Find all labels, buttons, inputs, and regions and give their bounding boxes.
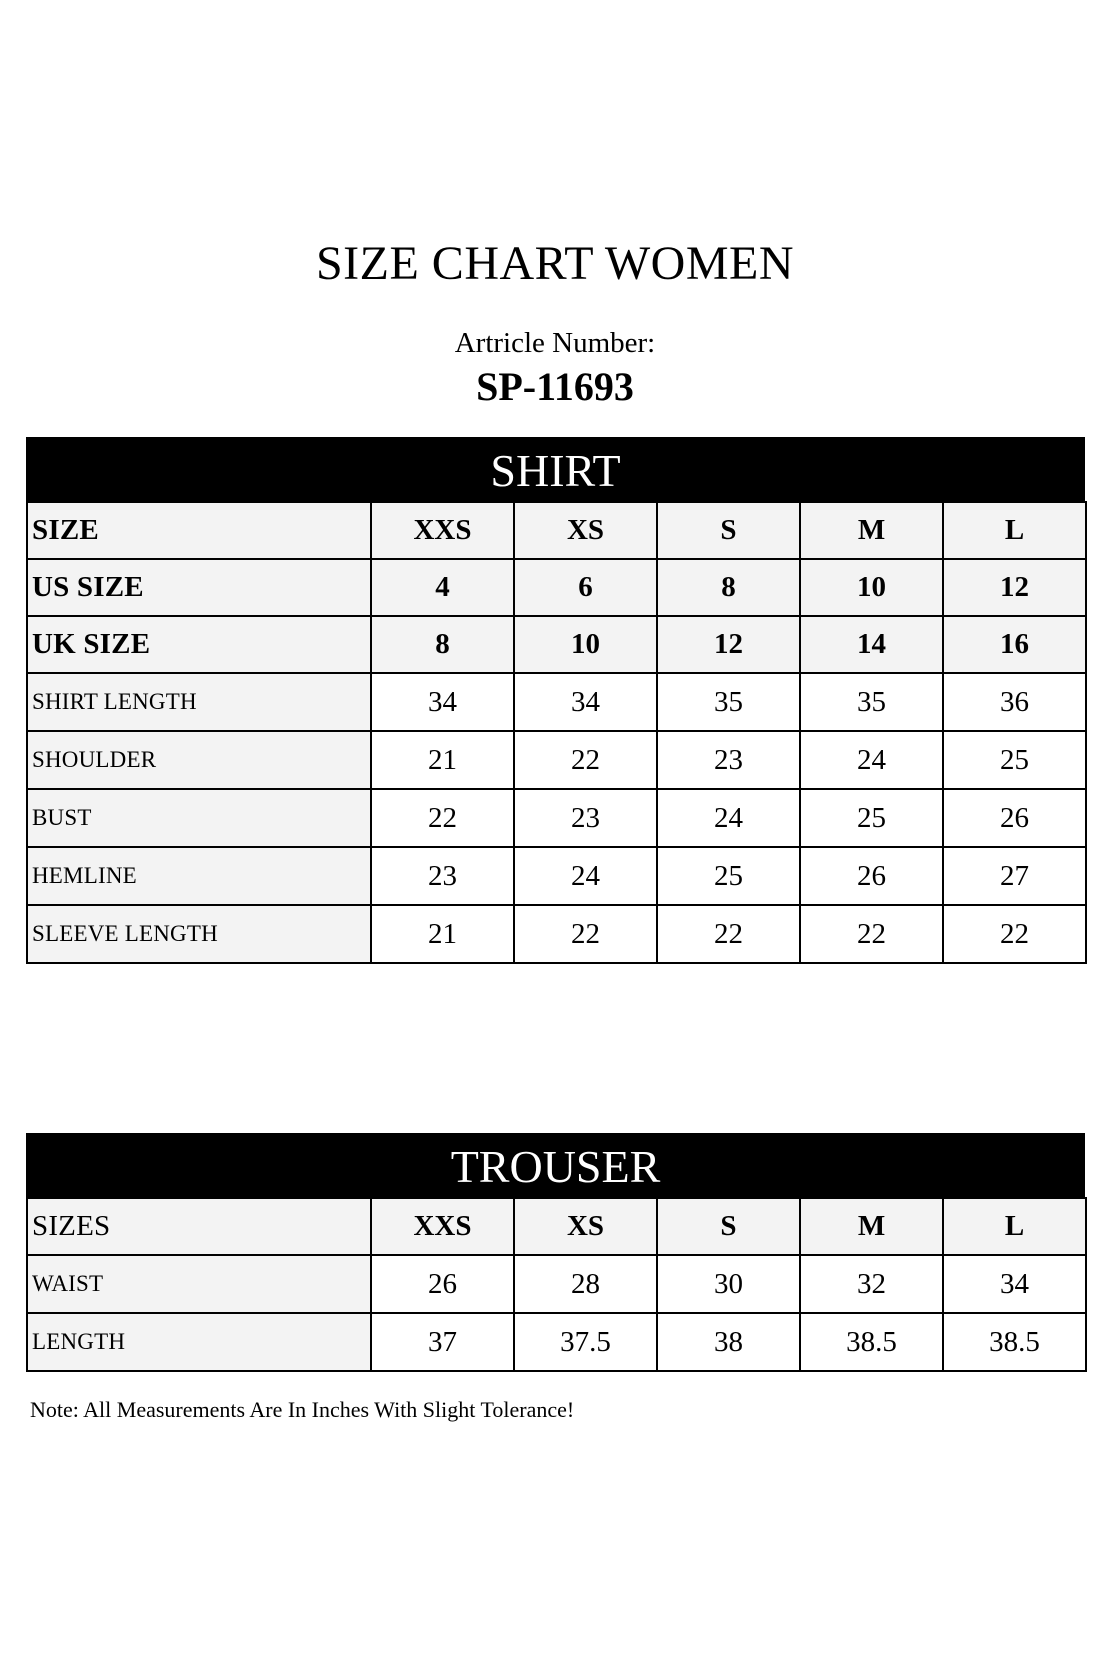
size-cell: 8	[371, 616, 514, 673]
size-cell: S	[657, 1198, 800, 1255]
shirt-size-row	[27, 502, 1086, 559]
trouser-size-chart	[26, 1133, 1085, 1372]
size-cell: M	[800, 1198, 943, 1255]
size-cell: S	[657, 502, 800, 559]
trouser-length-row	[27, 1313, 1086, 1371]
value-cell: 25	[657, 847, 800, 905]
value-cell: 34	[943, 1255, 1086, 1313]
row-label: US SIZE	[27, 559, 371, 616]
size-cell: XXS	[371, 502, 514, 559]
value-cell: 38.5	[800, 1313, 943, 1371]
row-label: BUST	[27, 789, 371, 847]
size-cell: 4	[371, 559, 514, 616]
value-cell: 25	[800, 789, 943, 847]
value-cell: 26	[371, 1255, 514, 1313]
value-cell: 21	[371, 905, 514, 963]
trouser-chart-header: TROUSER	[26, 1133, 1085, 1197]
size-cell: XXS	[371, 1198, 514, 1255]
value-cell: 25	[943, 731, 1086, 789]
shoulder-row	[27, 731, 1086, 789]
trouser-size-row	[27, 1198, 1086, 1255]
row-label: UK SIZE	[27, 616, 371, 673]
value-cell: 22	[371, 789, 514, 847]
waist-row	[27, 1255, 1086, 1313]
size-cell: 12	[657, 616, 800, 673]
size-cell: 12	[943, 559, 1086, 616]
shirt-table	[26, 501, 1087, 964]
hemline-row	[27, 847, 1086, 905]
value-cell: 38.5	[943, 1313, 1086, 1371]
value-cell: 37.5	[514, 1313, 657, 1371]
page-title: SIZE CHART WOMEN	[315, 237, 794, 290]
shirt-uk-size-row	[27, 616, 1086, 673]
size-cell: 16	[943, 616, 1086, 673]
row-label: LENGTH	[27, 1313, 371, 1371]
value-cell: 35	[800, 673, 943, 731]
shirt-us-size-row	[27, 559, 1086, 616]
article-number-value: SP-11693	[476, 364, 634, 409]
size-cell: L	[943, 1198, 1086, 1255]
value-cell: 22	[943, 905, 1086, 963]
value-cell: 32	[800, 1255, 943, 1313]
row-label: SHOULDER	[27, 731, 371, 789]
value-cell: 23	[657, 731, 800, 789]
size-cell: 10	[514, 616, 657, 673]
value-cell: 26	[943, 789, 1086, 847]
value-cell: 24	[514, 847, 657, 905]
value-cell: 23	[371, 847, 514, 905]
value-cell: 22	[514, 905, 657, 963]
value-cell: 27	[943, 847, 1086, 905]
value-cell: 22	[657, 905, 800, 963]
size-cell: 14	[800, 616, 943, 673]
size-cell: 8	[657, 559, 800, 616]
value-cell: 26	[800, 847, 943, 905]
size-cell: 6	[514, 559, 657, 616]
row-label: SHIRT LENGTH	[27, 673, 371, 731]
row-label: WAIST	[27, 1255, 371, 1313]
size-cell: 10	[800, 559, 943, 616]
article-number-label: Artricle Number:	[454, 327, 656, 359]
value-cell: 38	[657, 1313, 800, 1371]
value-cell: 35	[657, 673, 800, 731]
row-label: SIZES	[27, 1198, 371, 1255]
value-cell: 24	[657, 789, 800, 847]
value-cell: 21	[371, 731, 514, 789]
value-cell: 23	[514, 789, 657, 847]
value-cell: 28	[514, 1255, 657, 1313]
value-cell: 30	[657, 1255, 800, 1313]
size-cell: L	[943, 502, 1086, 559]
value-cell: 34	[514, 673, 657, 731]
size-cell: XS	[514, 502, 657, 559]
shirt-size-chart	[26, 437, 1085, 964]
sleeve-length-row	[27, 905, 1086, 963]
shirt-length-row	[27, 673, 1086, 731]
bust-row	[27, 789, 1086, 847]
size-cell: XS	[514, 1198, 657, 1255]
row-label: HEMLINE	[27, 847, 371, 905]
trouser-table	[26, 1197, 1087, 1372]
value-cell: 22	[514, 731, 657, 789]
row-label: SLEEVE LENGTH	[27, 905, 371, 963]
size-cell: M	[800, 502, 943, 559]
value-cell: 36	[943, 673, 1086, 731]
shirt-chart-header: SHIRT	[26, 437, 1085, 501]
value-cell: 22	[800, 905, 943, 963]
measurement-note: Note: All Measurements Are In Inches With Slight Tolerance!	[30, 1397, 575, 1422]
value-cell: 24	[800, 731, 943, 789]
row-label: SIZE	[27, 502, 371, 559]
value-cell: 37	[371, 1313, 514, 1371]
value-cell: 34	[371, 673, 514, 731]
